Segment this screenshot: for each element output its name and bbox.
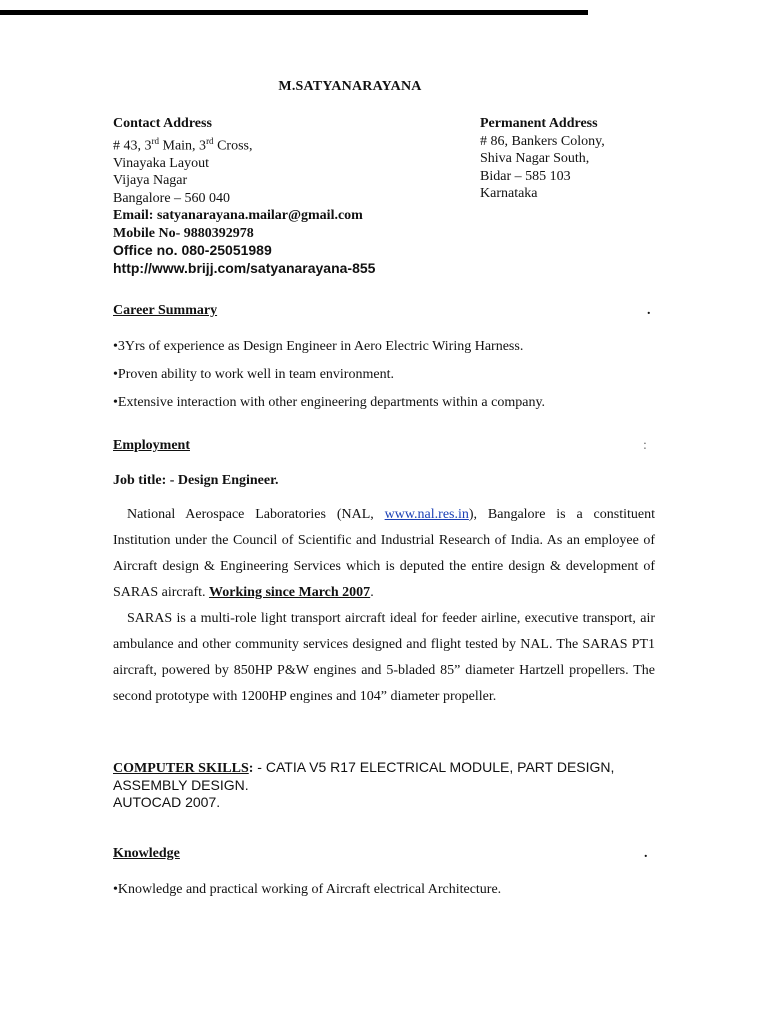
knowledge-dot: . <box>644 846 648 861</box>
nal-website-link[interactable]: www.nal.res.in <box>384 507 469 522</box>
career-bullet-1: •3Yrs of experience as Design Engineer in Aero Electric Wiring Harness. <box>113 339 524 354</box>
computer-skills-line2: AUTOCAD 2007. <box>113 794 221 810</box>
permanent-line-2: Shiva Nagar South, <box>480 151 590 166</box>
working-since: Working since March 2007 <box>209 585 371 600</box>
knowledge-heading: Knowledge <box>113 846 180 861</box>
permanent-address-heading: Permanent Address <box>480 116 598 131</box>
employment-paragraph-2: SARAS is a multi-role light transport aircraft ideal for feeder airline, executive transport, air ambulance and other community services designed and flight tested by NAL. The SARAS PT1 aircraft, powered by 850HP P&W engines and 5-bladed 85” diameter Hartzell propellers. The second prototype with 1200HP engines and 104” diameter propeller. <box>113 611 655 704</box>
contact-line-4: Bangalore – 560 040 <box>113 190 231 206</box>
permanent-address <box>480 115 605 203</box>
contact-line-1: # 43, 3rd Main, 3rd Cross, <box>113 135 253 154</box>
contact-address <box>113 115 375 277</box>
computer-skills-label: COMPUTER SKILLS <box>113 761 249 776</box>
top-rule <box>0 10 588 15</box>
employment-paragraph-1: National Aerospace Laboratories (NAL, www.nal.res.in), Bangalore is a constituent Institution under the Council of Scientific and Industrial Research of India. As an employee of Aircraft design & Engineering Services which is deputed the entire design & development of SARAS aircraft. Working since March 2007. <box>113 507 655 600</box>
permanent-line-3: Bidar – 585 103 <box>480 168 571 184</box>
career-bullet-2: •Proven ability to work well in team environment. <box>113 367 394 382</box>
contact-address-heading: Contact Address <box>113 116 212 131</box>
career-summary-heading: Career Summary <box>113 303 218 318</box>
candidate-name: M.SATYANARAYANA <box>278 79 422 94</box>
career-bullet-3: •Extensive interaction with other engineering departments within a company. <box>113 395 546 410</box>
contact-line-2: Vinayaka Layout <box>113 155 209 171</box>
email-line: Email: satyanarayana.mailar@gmail.com <box>113 208 363 224</box>
career-summary-dot: . <box>647 303 651 318</box>
permanent-line-4: Karnataka <box>480 186 538 201</box>
job-title: Job title: - Design Engineer. <box>113 473 279 488</box>
computer-skills: COMPUTER SKILLS: - CATIA V5 R17 ELECTRICAL MODULE, PART DESIGN, ASSEMBLY DESIGN. AUTOCAD 2007. <box>113 759 615 810</box>
website-line: http://www.brijj.com/satyanarayana-855 <box>113 259 376 276</box>
knowledge-bullet-1: •Knowledge and practical working of Aircraft electrical Architecture. <box>113 882 502 897</box>
employment-colon: : <box>643 438 647 453</box>
computer-skills-text: - CATIA V5 R17 ELECTRICAL MODULE, PART DESIGN, ASSEMBLY DESIGN. <box>113 759 615 793</box>
office-line: Office no. 080-25051989 <box>113 242 272 259</box>
employment-heading: Employment <box>113 438 190 453</box>
mobile-line: Mobile No- 9880392978 <box>113 225 254 241</box>
contact-line-3: Vijaya Nagar <box>113 173 188 189</box>
permanent-line-1: # 86, Bankers Colony, <box>480 133 605 149</box>
